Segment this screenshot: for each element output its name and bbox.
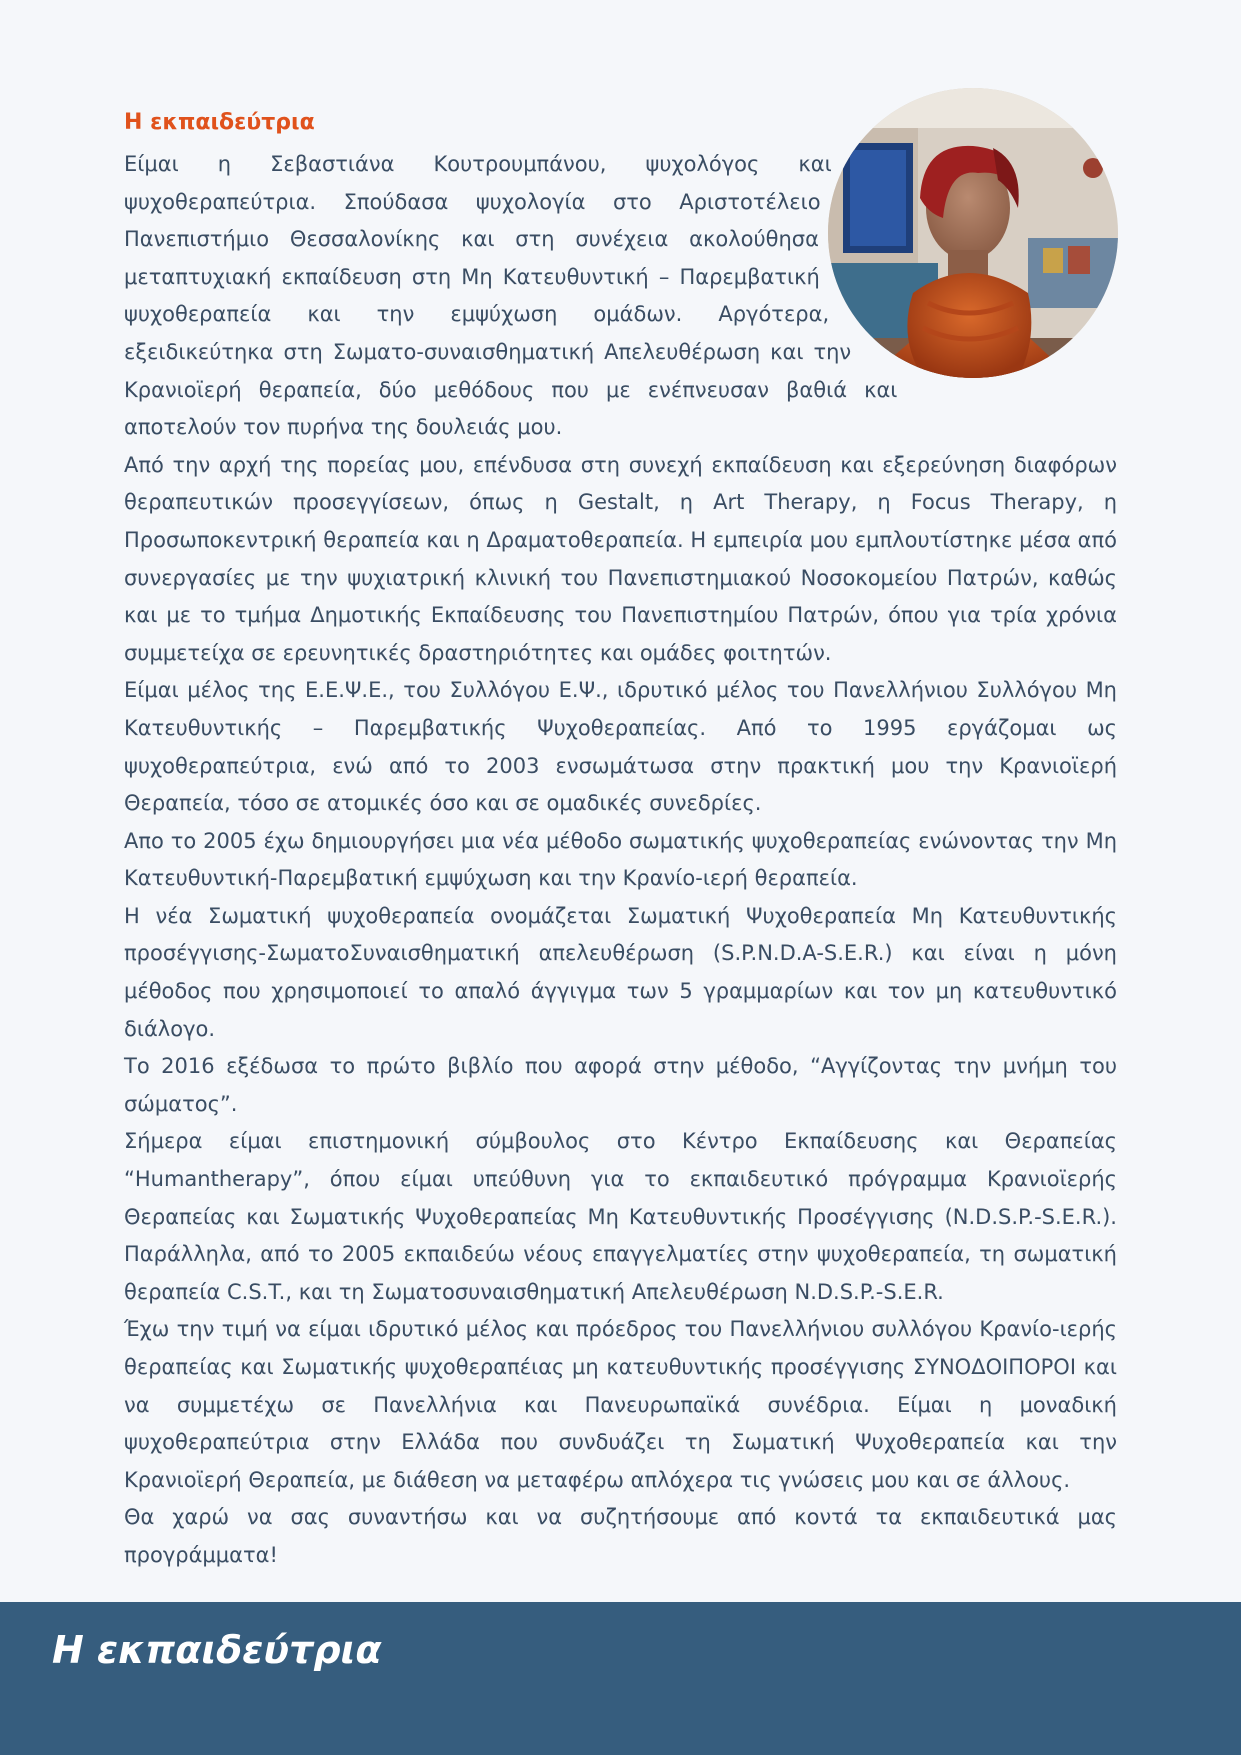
instructor-photo [828,88,1118,378]
footer-banner [0,1602,1241,1755]
bio-paragraph: Από την αρχή της πορείας μου, επένδυσα στη συνεχή εκπαίδευση και εξερεύνηση διαφόρων θεραπευτικών προσεγγίσεων, όπως η Gestalt, η Art Therapy, η Focus Therapy, η Προσωποκεντρική θεραπεία και η Δραματοθεραπεία. Η εμπειρία μου εμπλουτίστηκε μέσα από συνεργασίες με την ψυχιατρική κλινική του Πανεπιστημιακού Νοσοκομείου Πατρών, καθώς και με το τμήμα Δημοτικής Εκπαίδευσης του Πανεπιστημίου Πατρών, όπου για τρία χρόνια συμμετείχα σε ερευνητικές δραστηριότητες και ομάδες φοιτητών. [124,452,1117,665]
bio-paragraph: Το 2016 εξέδωσα το πρώτο βιβλίο που αφορά στην μέθοδο, “Αγγίζοντας την μνήμη του σώματος”. [124,1054,1117,1116]
bio-paragraph: Έχω την τιμή να είμαι ιδρυτικό μέλος και πρόεδρος του Πανελλήνιου συλλόγου Κρανίο-ιερής θεραπείας και Σωματικής ψυχοθεραπέιας μη κατευθυντικής προσέγγισης ΣΥΝΟΔΟΙΠΟΡΟΙ και να συμμετέχω σε Πανελλήνια και Πανευρωπαϊκά συνέδρια. Είμαι η μοναδική ψυχοθεραπεύτρια στην Ελλάδα που συνδυάζει τη Σωματική Ψυχοθεραπεία και την Κρανιοϊερή Θεραπεία, με διάθεση να μεταφέρω απλόχερα τις γνώσεις μου και σε άλλους. [124,1317,1117,1492]
bio-paragraph: Θα χαρώ να σας συναντήσω και να συζητήσουμε από κοντά τα εκπαιδευτικά μας προγράμματα! [124,1505,1117,1567]
bio-paragraph: Είμαι μέλος της Ε.Ε.Ψ.Ε., του Συλλόγου Ε.Ψ., ιδρυτικό μέλος του Πανελλήνιου Συλλόγου Μη Κατευθυντικής – Παρεμβατικής Ψυχοθεραπείας. Από το 1995 εργάζομαι ως ψυχοθεραπεύτρια, ενώ από το 2003 ενσωμάτωσα στην πρακτική μου την Κρανιοϊερή Θεραπεία, τόσο σε ατομικές όσο και σε ομαδικές συνεδρίες. [124,678,1117,816]
section-heading: Η εκπαιδεύτρια [124,110,315,135]
bio-paragraph: Απο το 2005 έχω δημιουργήσει μια νέα μέθοδο σωματικής ψυχοθεραπείας ενώνοντας την Μη Κατευθυντική-Παρεμβατική εμψύχωση και την Κρανίο-ιερή θεραπεία. [124,828,1117,891]
bio-paragraph: Η νέα Σωματική ψυχοθεραπεία ονομάζεται Σωματική Ψυχοθεραπεία Μη Κατευθυντικής προσέγγισης-ΣωματοΣυναισθηματική απελευθέρωση (S.P.N.D.A-S.E.R.) και είναι η μόνη μέθοδος που χρησιμοποιεί το απαλό άγγιγμα των 5 γραμμαρίων και τον μη κατευθυντικό διάλογο. [124,903,1117,1041]
instructor-section [124,108,1117,1575]
bio-paragraph: Σήμερα είμαι επιστημονική σύμβουλος στο Κέντρο Εκπαίδευσης και Θεραπείας “Humantherapy”, όπου είμαι υπεύθυνη για το εκπαιδευτικό πρόγραμμα Κρανιοϊερής Θεραπείας και Σωματικής Ψυχοθεραπείας Μη Κατευθυντικής Προσέγγισης (N.D.S.P.-S.E.R.). Παράλληλα, από το 2005 εκπαιδεύω νέους επαγγελματίες στην ψυχοθεραπεία, τη σωματική θεραπεία C.S.T., και τη Σωματοσυναισθηματική Απελευθέρωση N.D.S.P.-S.E.R. [124,1129,1117,1304]
bio-paragraph: Είμαι η Σεβαστιάνα Κουτρουμπάνου, ψυχολόγος και ψυχοθεραπεύτρια. Σπούδασα ψυχολογία στο Αριστοτέλειο Πανεπιστήμιο Θεσσαλονίκης και στη συνέχεια ακολούθησα μεταπτυχιακή εκπαίδευση στη Μη Κατευθυντική – Παρεμβατική ψυχοθεραπεία και την εμψύχωση ομάδων. Αργότερα, εξειδικεύτηκα στη Σωματο-συναισθηματική Απελευθέρωση και την Κρανιοϊερή θεραπεία, δύο μεθόδους που με ενέπνευσαν βαθιά και αποτελούν τον πυρήνα της δουλειάς μου. [124,152,898,440]
footer-title: Η εκπαιδεύτρια [52,1628,382,1672]
